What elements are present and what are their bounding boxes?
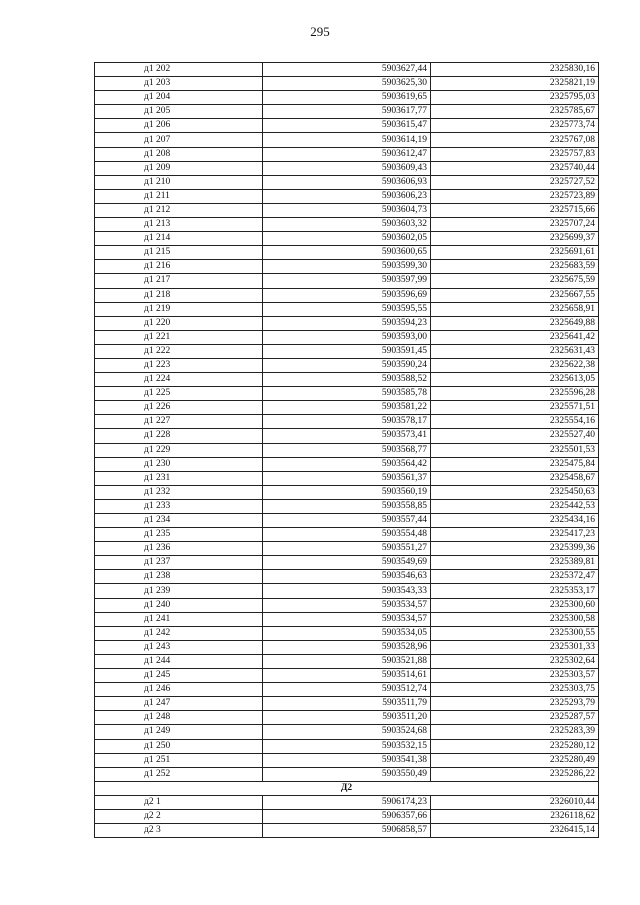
x-coordinate-cell: 5903561,37 [263, 471, 431, 485]
y-coordinate-cell: 2325571,51 [431, 401, 599, 415]
y-coordinate-cell: 2326010,44 [431, 795, 599, 809]
point-id: д1 213 [144, 219, 171, 230]
y-coordinate-cell: 2325300,58 [431, 612, 599, 626]
table-row [95, 795, 599, 809]
x-coordinate-cell: 5903585,78 [263, 387, 431, 401]
point-id: д1 232 [144, 486, 171, 497]
y-coordinate-cell: 2325300,60 [431, 598, 599, 612]
point-id-cell [95, 654, 263, 668]
point-id-cell [95, 753, 263, 767]
point-id: д1 252 [144, 768, 171, 779]
table-row [95, 218, 599, 232]
point-id-cell [95, 316, 263, 330]
table-row [95, 626, 599, 640]
point-id: д1 237 [144, 557, 171, 568]
y-coordinate-cell: 2325715,66 [431, 203, 599, 217]
table-row [95, 415, 599, 429]
table-row [95, 344, 599, 358]
point-id: д1 206 [144, 120, 171, 131]
table-row [95, 330, 599, 344]
table-row [95, 471, 599, 485]
point-id: д1 210 [144, 176, 171, 187]
coordinates-table-body [95, 63, 599, 838]
x-coordinate-cell: 5903593,00 [263, 330, 431, 344]
table-row [95, 316, 599, 330]
point-id-cell [95, 528, 263, 542]
point-id-cell [95, 302, 263, 316]
x-coordinate-cell: 5903612,47 [263, 147, 431, 161]
table-row [95, 570, 599, 584]
point-id: д1 221 [144, 331, 171, 342]
table-row [95, 274, 599, 288]
point-id-cell [95, 330, 263, 344]
x-coordinate-cell: 5903532,15 [263, 739, 431, 753]
y-coordinate-cell: 2325458,67 [431, 471, 599, 485]
x-coordinate-cell: 5903606,23 [263, 189, 431, 203]
x-coordinate-cell: 5903625,30 [263, 77, 431, 91]
table-row [95, 767, 599, 781]
point-id-cell [95, 274, 263, 288]
y-coordinate-cell: 2325649,88 [431, 316, 599, 330]
point-id: д1 246 [144, 684, 171, 695]
y-coordinate-cell: 2325372,47 [431, 570, 599, 584]
point-id: д1 217 [144, 275, 171, 286]
point-id-cell [95, 218, 263, 232]
table-row [95, 175, 599, 189]
x-coordinate-cell: 5903591,45 [263, 344, 431, 358]
point-id: д1 231 [144, 472, 171, 483]
y-coordinate-cell: 2325767,08 [431, 133, 599, 147]
point-id-cell [95, 471, 263, 485]
table-row [95, 302, 599, 316]
point-id: д1 207 [144, 134, 171, 145]
point-id: д1 241 [144, 613, 171, 624]
point-id: д2 2 [144, 811, 161, 822]
point-id: д1 243 [144, 641, 171, 652]
point-id: д1 242 [144, 627, 171, 638]
point-id-cell [95, 514, 263, 528]
x-coordinate-cell: 5903578,17 [263, 415, 431, 429]
point-id-cell [95, 175, 263, 189]
table-row [95, 556, 599, 570]
y-coordinate-cell: 2325622,38 [431, 358, 599, 372]
y-coordinate-cell: 2325707,24 [431, 218, 599, 232]
point-id: д1 216 [144, 261, 171, 272]
point-id-cell [95, 189, 263, 203]
point-id-cell [95, 767, 263, 781]
table-row [95, 133, 599, 147]
table-row [95, 189, 599, 203]
table-row [95, 739, 599, 753]
point-id-cell [95, 795, 263, 809]
y-coordinate-cell: 2325301,33 [431, 640, 599, 654]
point-id: д1 240 [144, 599, 171, 610]
y-coordinate-cell: 2325757,83 [431, 147, 599, 161]
point-id-cell [95, 809, 263, 823]
x-coordinate-cell: 5903595,55 [263, 302, 431, 316]
point-id: д1 218 [144, 289, 171, 300]
y-coordinate-cell: 2325501,53 [431, 443, 599, 457]
table-row [95, 147, 599, 161]
x-coordinate-cell: 5903600,65 [263, 246, 431, 260]
point-id-cell [95, 415, 263, 429]
table-row [95, 725, 599, 739]
point-id-cell [95, 344, 263, 358]
point-id: д1 235 [144, 529, 171, 540]
x-coordinate-cell: 5903596,69 [263, 288, 431, 302]
point-id: д1 239 [144, 585, 171, 596]
x-coordinate-cell: 5903512,74 [263, 683, 431, 697]
point-id-cell [95, 499, 263, 513]
table-row [95, 528, 599, 542]
point-id: д1 215 [144, 247, 171, 258]
y-coordinate-cell: 2325699,37 [431, 232, 599, 246]
y-coordinate-cell: 2325280,49 [431, 753, 599, 767]
x-coordinate-cell: 5903627,44 [263, 63, 431, 77]
x-coordinate-cell: 5903557,44 [263, 514, 431, 528]
y-coordinate-cell: 2325417,23 [431, 528, 599, 542]
point-id-cell [95, 133, 263, 147]
point-id-cell [95, 77, 263, 91]
x-coordinate-cell: 5903615,47 [263, 119, 431, 133]
point-id-cell [95, 640, 263, 654]
point-id: д1 204 [144, 92, 171, 103]
point-id-cell [95, 288, 263, 302]
y-coordinate-cell: 2325442,53 [431, 499, 599, 513]
table-row [95, 514, 599, 528]
x-coordinate-cell: 5903606,93 [263, 175, 431, 189]
y-coordinate-cell: 2325399,36 [431, 542, 599, 556]
x-coordinate-cell: 5903511,20 [263, 711, 431, 725]
point-id: д1 205 [144, 106, 171, 117]
table-row [95, 640, 599, 654]
x-coordinate-cell: 5903551,27 [263, 542, 431, 556]
table-row [95, 232, 599, 246]
x-coordinate-cell: 5903588,52 [263, 373, 431, 387]
point-id-cell [95, 232, 263, 246]
point-id: д2 3 [144, 825, 161, 836]
point-id: д1 208 [144, 148, 171, 159]
y-coordinate-cell: 2325723,89 [431, 189, 599, 203]
x-coordinate-cell: 5903594,23 [263, 316, 431, 330]
y-coordinate-cell: 2325683,59 [431, 260, 599, 274]
point-id-cell [95, 373, 263, 387]
x-coordinate-cell: 5903528,96 [263, 640, 431, 654]
table-row [95, 203, 599, 217]
point-id: д1 251 [144, 754, 171, 765]
table-row [95, 654, 599, 668]
point-id: д1 234 [144, 515, 171, 526]
point-id: д1 220 [144, 317, 171, 328]
table-row [95, 105, 599, 119]
x-coordinate-cell: 5903609,43 [263, 161, 431, 175]
table-row [95, 77, 599, 91]
y-coordinate-cell: 2325434,16 [431, 514, 599, 528]
point-id-cell [95, 824, 263, 838]
y-coordinate-cell: 2325283,39 [431, 725, 599, 739]
point-id: д1 223 [144, 360, 171, 371]
y-coordinate-cell: 2325353,17 [431, 584, 599, 598]
y-coordinate-cell: 2325727,52 [431, 175, 599, 189]
y-coordinate-cell: 2325658,91 [431, 302, 599, 316]
x-coordinate-cell: 5906174,23 [263, 795, 431, 809]
point-id: д1 233 [144, 500, 171, 511]
x-coordinate-cell: 5906858,57 [263, 824, 431, 838]
table-row [95, 260, 599, 274]
x-coordinate-cell: 5906357,66 [263, 809, 431, 823]
point-id-cell [95, 669, 263, 683]
y-coordinate-cell: 2325527,40 [431, 429, 599, 443]
x-coordinate-cell: 5903619,65 [263, 91, 431, 105]
point-id: д1 249 [144, 726, 171, 737]
point-id-cell [95, 556, 263, 570]
point-id-cell [95, 739, 263, 753]
point-id: д1 245 [144, 670, 171, 681]
point-id-cell [95, 91, 263, 105]
x-coordinate-cell: 5903554,48 [263, 528, 431, 542]
table-row [95, 429, 599, 443]
x-coordinate-cell: 5903614,19 [263, 133, 431, 147]
point-id: д1 226 [144, 402, 171, 413]
y-coordinate-cell: 2325641,42 [431, 330, 599, 344]
point-id: д1 227 [144, 416, 171, 427]
point-id-cell [95, 612, 263, 626]
x-coordinate-cell: 5903549,69 [263, 556, 431, 570]
table-row [95, 358, 599, 372]
point-id: д1 236 [144, 543, 171, 554]
table-row [95, 485, 599, 499]
table-row [95, 683, 599, 697]
coordinates-table [94, 62, 599, 838]
table-row [95, 669, 599, 683]
point-id-cell [95, 443, 263, 457]
point-id-cell [95, 260, 263, 274]
table-row [95, 598, 599, 612]
y-coordinate-cell: 2325303,57 [431, 669, 599, 683]
x-coordinate-cell: 5903521,88 [263, 654, 431, 668]
point-id: д1 211 [144, 190, 170, 201]
y-coordinate-cell: 2325475,84 [431, 457, 599, 471]
point-id-cell [95, 570, 263, 584]
table-row [95, 499, 599, 513]
x-coordinate-cell: 5903568,77 [263, 443, 431, 457]
point-id: д1 214 [144, 233, 171, 244]
point-id-cell [95, 203, 263, 217]
point-id-cell [95, 358, 263, 372]
x-coordinate-cell: 5903581,22 [263, 401, 431, 415]
table-row [95, 288, 599, 302]
point-id: д1 222 [144, 345, 171, 356]
table-row [95, 91, 599, 105]
point-id-cell [95, 457, 263, 471]
point-id-cell [95, 711, 263, 725]
y-coordinate-cell: 2325740,44 [431, 161, 599, 175]
x-coordinate-cell: 5903546,63 [263, 570, 431, 584]
y-coordinate-cell: 2325286,22 [431, 767, 599, 781]
table-row [95, 387, 599, 401]
point-id: д1 225 [144, 388, 171, 399]
y-coordinate-cell: 2325287,57 [431, 711, 599, 725]
point-id-cell [95, 119, 263, 133]
x-coordinate-cell: 5903558,85 [263, 499, 431, 513]
point-id-cell [95, 697, 263, 711]
point-id-cell [95, 387, 263, 401]
x-coordinate-cell: 5903511,79 [263, 697, 431, 711]
y-coordinate-cell: 2325631,43 [431, 344, 599, 358]
x-coordinate-cell: 5903599,30 [263, 260, 431, 274]
point-id: д1 247 [144, 698, 171, 709]
point-id: д1 202 [144, 64, 171, 75]
y-coordinate-cell: 2325596,28 [431, 387, 599, 401]
table-row [95, 542, 599, 556]
x-coordinate-cell: 5903534,57 [263, 612, 431, 626]
y-coordinate-cell: 2325280,12 [431, 739, 599, 753]
point-id-cell [95, 485, 263, 499]
point-id-cell [95, 401, 263, 415]
y-coordinate-cell: 2325691,61 [431, 246, 599, 260]
point-id: д1 212 [144, 204, 171, 215]
section-title: Д2 [95, 781, 599, 795]
y-coordinate-cell: 2325293,79 [431, 697, 599, 711]
y-coordinate-cell: 2325830,16 [431, 63, 599, 77]
point-id-cell [95, 63, 263, 77]
y-coordinate-cell: 2325389,81 [431, 556, 599, 570]
x-coordinate-cell: 5903534,05 [263, 626, 431, 640]
x-coordinate-cell: 5903550,49 [263, 767, 431, 781]
point-id: д1 228 [144, 430, 171, 441]
point-id: д1 230 [144, 458, 171, 469]
table-row [95, 119, 599, 133]
x-coordinate-cell: 5903543,33 [263, 584, 431, 598]
point-id: д2 1 [144, 796, 161, 807]
y-coordinate-cell: 2325613,05 [431, 373, 599, 387]
table-row [95, 612, 599, 626]
y-coordinate-cell: 2326415,14 [431, 824, 599, 838]
point-id: д1 248 [144, 712, 171, 723]
x-coordinate-cell: 5903597,99 [263, 274, 431, 288]
point-id: д1 209 [144, 162, 171, 173]
x-coordinate-cell: 5903604,73 [263, 203, 431, 217]
table-row [95, 457, 599, 471]
point-id: д1 250 [144, 740, 171, 751]
x-coordinate-cell: 5903560,19 [263, 485, 431, 499]
point-id: д1 238 [144, 571, 171, 582]
y-coordinate-cell: 2325300,55 [431, 626, 599, 640]
y-coordinate-cell: 2325450,63 [431, 485, 599, 499]
x-coordinate-cell: 5903602,05 [263, 232, 431, 246]
table-row [95, 373, 599, 387]
point-id: д1 244 [144, 655, 171, 666]
y-coordinate-cell: 2325303,75 [431, 683, 599, 697]
table-row [95, 753, 599, 767]
point-id: д1 203 [144, 78, 171, 89]
point-id: д1 224 [144, 374, 171, 385]
table-row [95, 401, 599, 415]
table-row [95, 824, 599, 838]
point-id-cell [95, 147, 263, 161]
y-coordinate-cell: 2325675,59 [431, 274, 599, 288]
point-id-cell [95, 542, 263, 556]
point-id: д1 229 [144, 444, 171, 455]
point-id-cell [95, 246, 263, 260]
x-coordinate-cell: 5903603,32 [263, 218, 431, 232]
point-id-cell [95, 429, 263, 443]
point-id-cell [95, 626, 263, 640]
x-coordinate-cell: 5903514,61 [263, 669, 431, 683]
y-coordinate-cell: 2325785,67 [431, 105, 599, 119]
x-coordinate-cell: 5903573,41 [263, 429, 431, 443]
point-id-cell [95, 683, 263, 697]
x-coordinate-cell: 5903534,57 [263, 598, 431, 612]
x-coordinate-cell: 5903590,24 [263, 358, 431, 372]
point-id-cell [95, 105, 263, 119]
y-coordinate-cell: 2326118,62 [431, 809, 599, 823]
y-coordinate-cell: 2325302,64 [431, 654, 599, 668]
y-coordinate-cell: 2325554,16 [431, 415, 599, 429]
table-row [95, 711, 599, 725]
point-id-cell [95, 598, 263, 612]
x-coordinate-cell: 5903564,42 [263, 457, 431, 471]
y-coordinate-cell: 2325795,03 [431, 91, 599, 105]
x-coordinate-cell: 5903617,77 [263, 105, 431, 119]
page-number: 295 [310, 24, 330, 39]
point-id-cell [95, 584, 263, 598]
table-row [95, 697, 599, 711]
table-row [95, 161, 599, 175]
table-row [95, 809, 599, 823]
table-row [95, 584, 599, 598]
point-id: д1 219 [144, 303, 171, 314]
y-coordinate-cell: 2325667,55 [431, 288, 599, 302]
section-header-row [95, 781, 599, 795]
y-coordinate-cell: 2325773,74 [431, 119, 599, 133]
point-id-cell [95, 725, 263, 739]
x-coordinate-cell: 5903524,68 [263, 725, 431, 739]
point-id-cell [95, 161, 263, 175]
x-coordinate-cell: 5903541,38 [263, 753, 431, 767]
y-coordinate-cell: 2325821,19 [431, 77, 599, 91]
table-row [95, 63, 599, 77]
table-row [95, 443, 599, 457]
table-row [95, 246, 599, 260]
